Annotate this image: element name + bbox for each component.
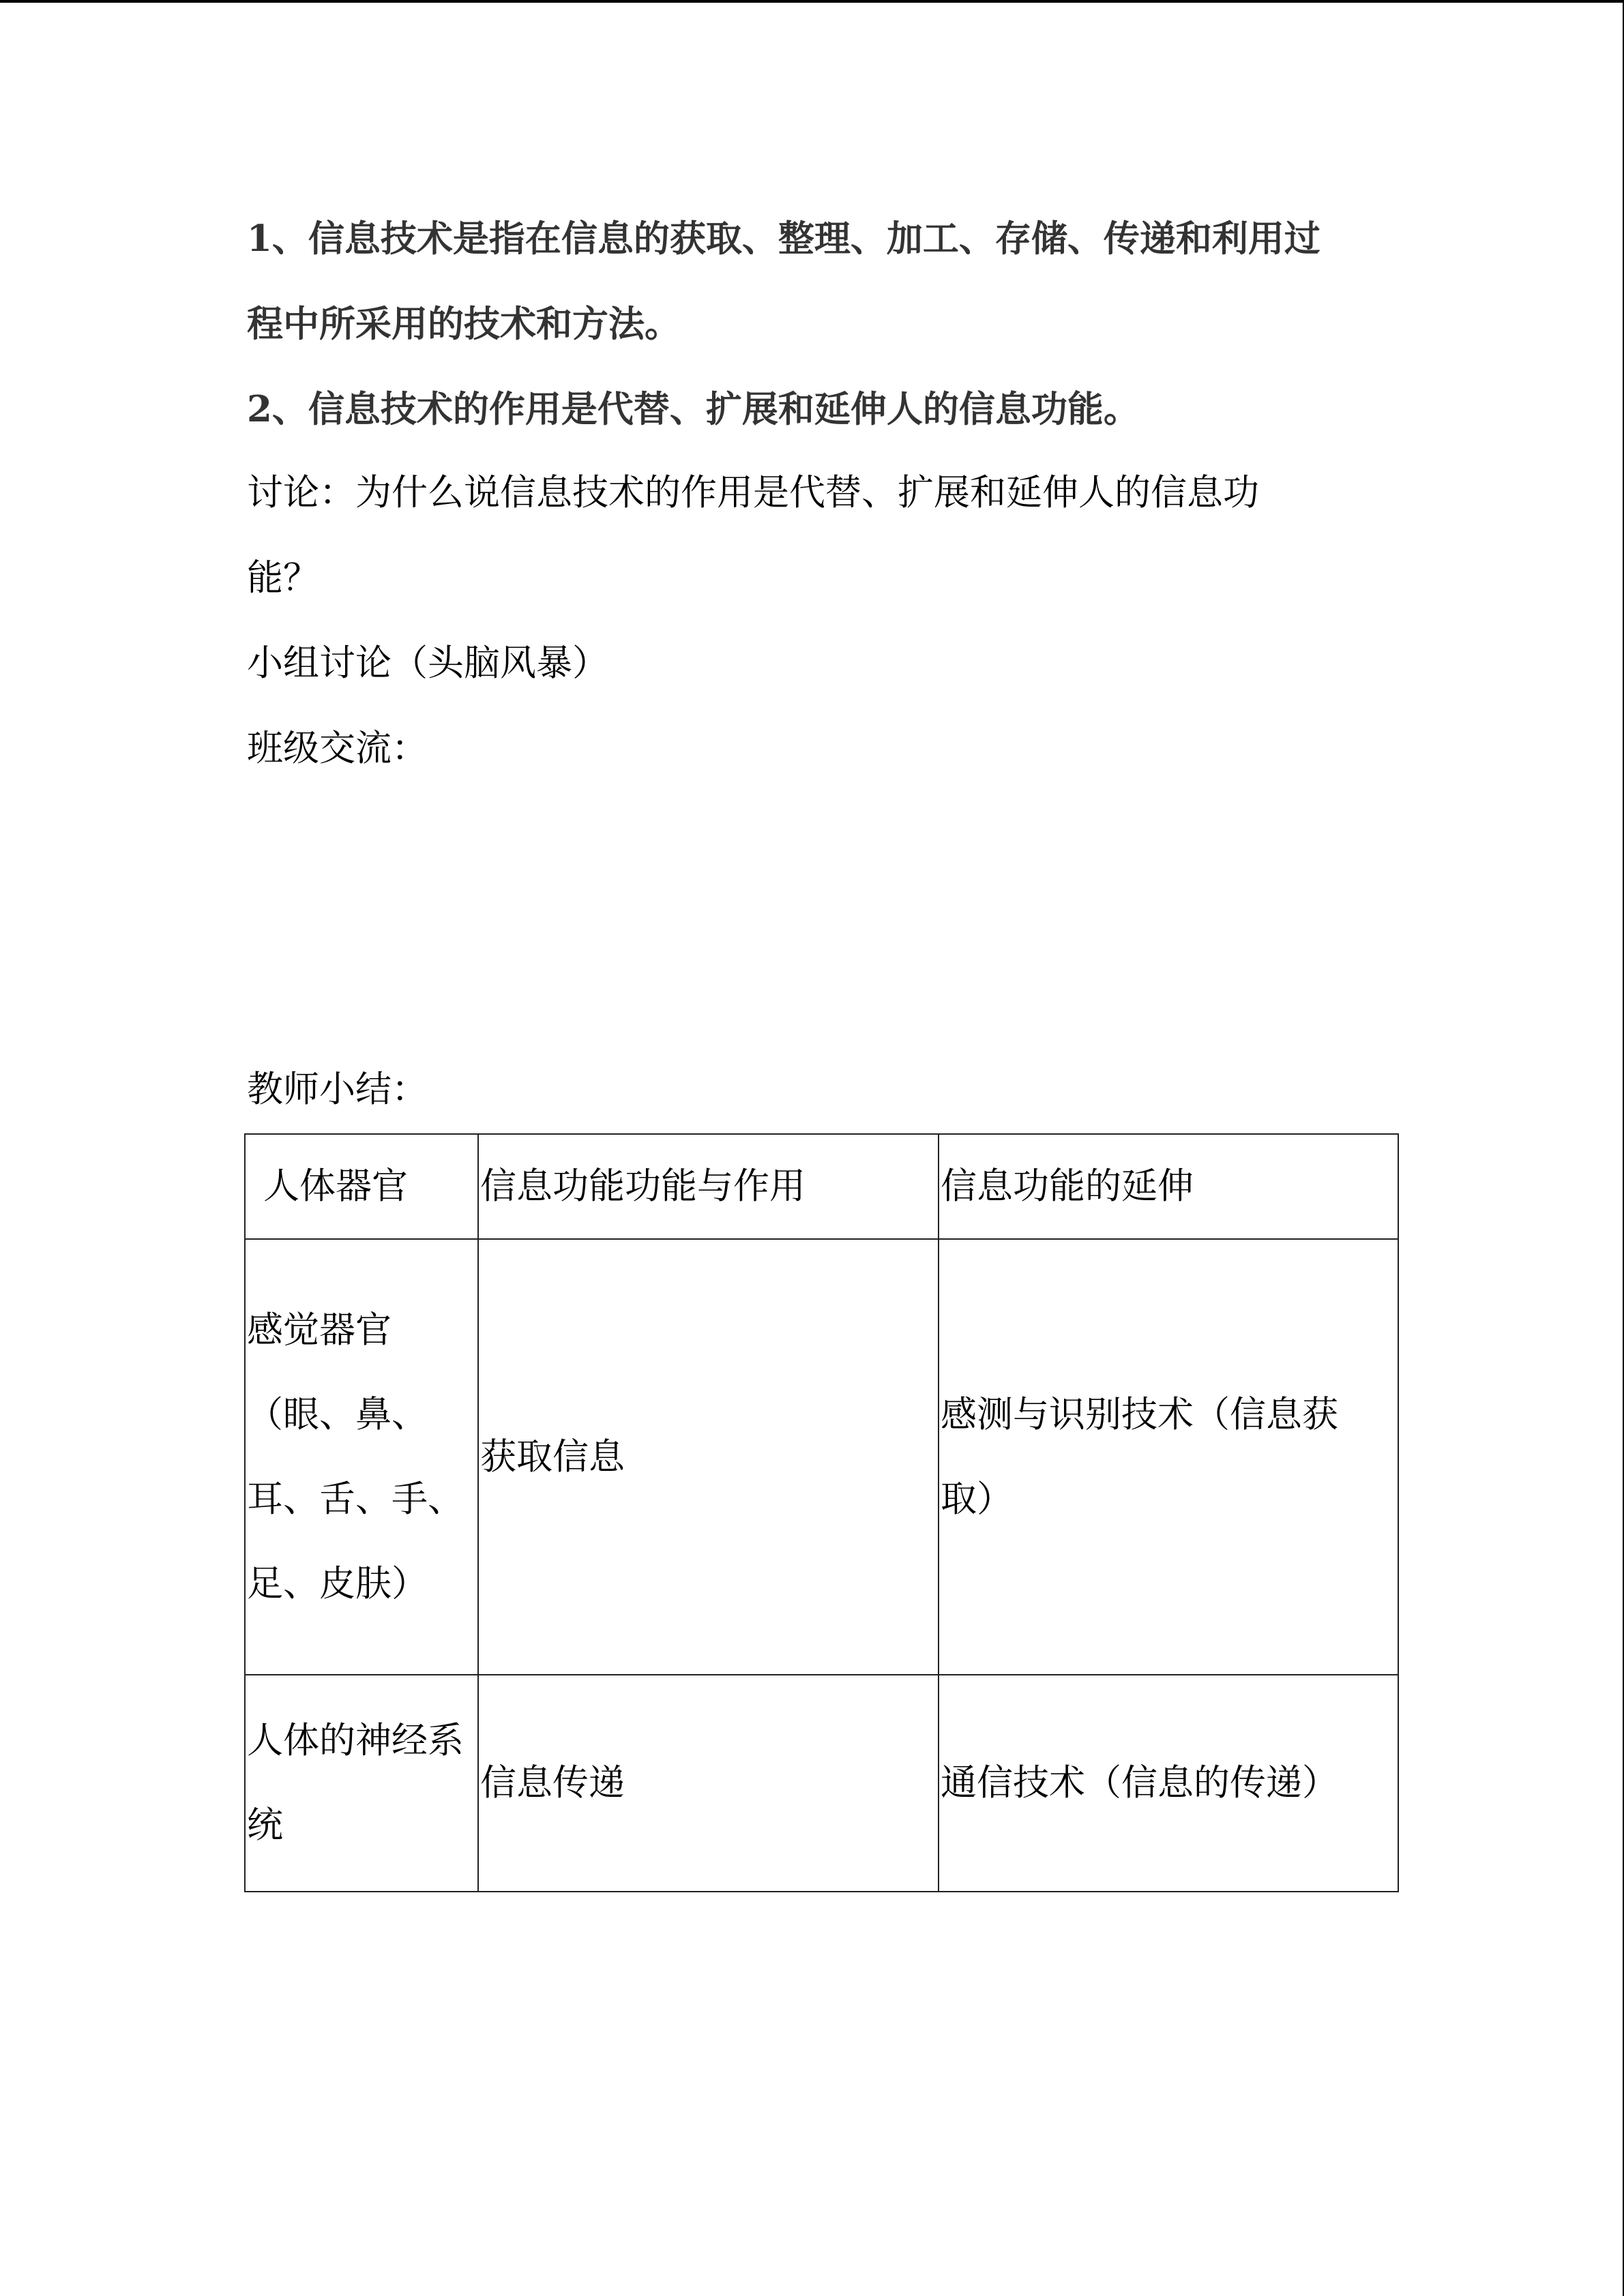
teacher-summary-label: 教师小结： bbox=[247, 1069, 428, 1110]
definition-2: 2、信息技术的作用是代替、扩展和延伸人的信息功能。 bbox=[247, 388, 1140, 430]
header-organ: 人体器官 bbox=[245, 1134, 478, 1239]
extension-line: 通信技术（信息的传递） bbox=[941, 1762, 1338, 1804]
organ-line: 人体的神经系 bbox=[247, 1720, 464, 1761]
definition-1-line-1: 1、信息技术是指在信息的获取、整理、加工、存储、传递和利用过 bbox=[247, 218, 1320, 260]
definition-1-line-2: 程中所采用的技术和方法。 bbox=[247, 303, 681, 345]
group-discussion-label: 小组讨论（头脑风暴） bbox=[247, 642, 608, 684]
cell-extension bbox=[939, 1675, 1398, 1892]
organ-line: 统 bbox=[247, 1804, 283, 1846]
cell-organ bbox=[245, 1675, 478, 1892]
class-exchange-label: 班级交流： bbox=[247, 728, 428, 769]
organ-line: 感觉器官 bbox=[247, 1309, 392, 1351]
cell-extension bbox=[939, 1239, 1398, 1675]
table-row bbox=[245, 1239, 1398, 1675]
organ-line: 足、皮肤） bbox=[247, 1562, 428, 1605]
extension-line: 感测与识别技术（信息获 bbox=[941, 1393, 1338, 1435]
header-extension: 信息功能的延伸 bbox=[939, 1134, 1398, 1239]
page-top-border bbox=[0, 0, 1624, 3]
organ-line: 耳、舌、手、 bbox=[247, 1478, 464, 1520]
cell-function: 信息传递 bbox=[478, 1675, 939, 1892]
table-header-row bbox=[245, 1134, 1398, 1239]
discussion-question-line-2: 能？ bbox=[247, 557, 319, 599]
table-row bbox=[245, 1675, 1398, 1892]
cell-organ bbox=[245, 1239, 478, 1675]
summary-table bbox=[244, 1133, 1399, 1892]
header-function: 信息功能功能与作用 bbox=[478, 1134, 939, 1239]
discussion-question-line-1: 讨论：为什么说信息技术的作用是代替、扩展和延伸人的信息功 bbox=[247, 472, 1259, 513]
cell-function: 获取信息 bbox=[478, 1239, 939, 1675]
organ-line: （眼、鼻、 bbox=[247, 1393, 428, 1435]
extension-line: 取） bbox=[941, 1478, 1013, 1520]
